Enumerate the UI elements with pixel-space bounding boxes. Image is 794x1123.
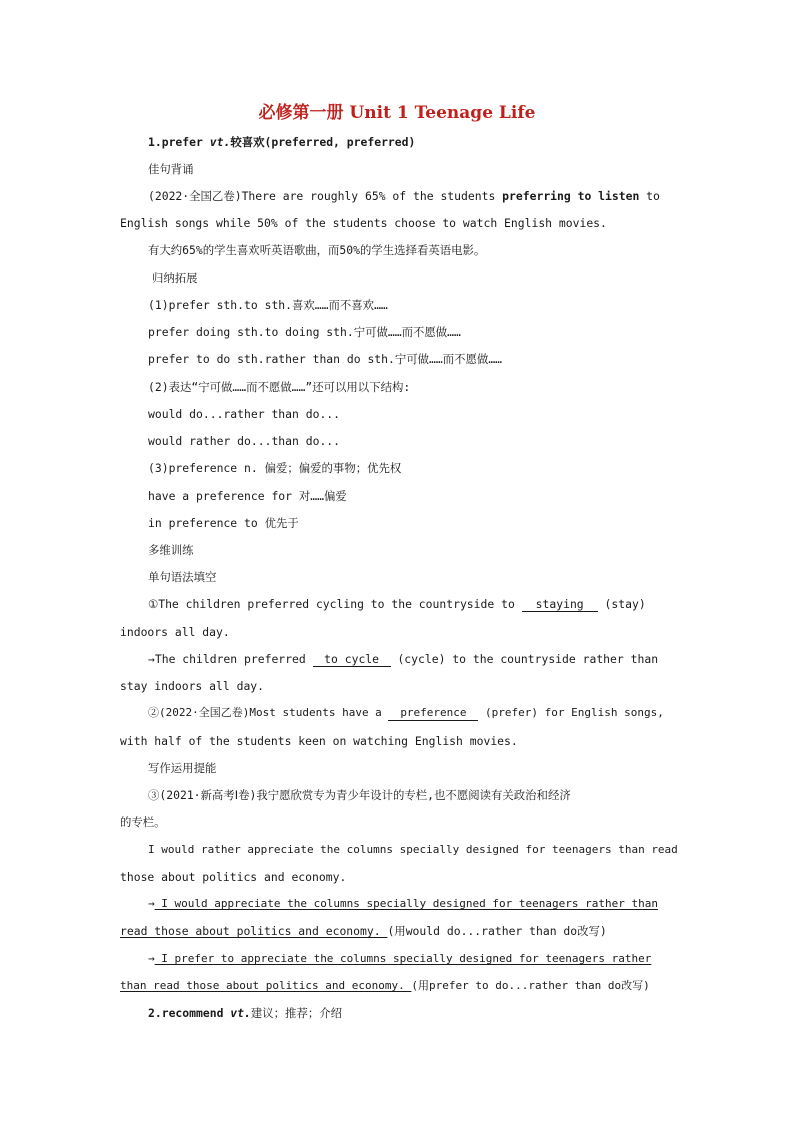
example-highlight: preferring to listen — [502, 189, 640, 203]
answer-blank: to cycle — [313, 652, 391, 667]
page-title: 必修第一册 Unit 1 Teenage Life — [258, 103, 536, 123]
summary-item: have a preference for 对……偏爱 — [148, 489, 347, 503]
question-hint: (prefer) for English songs, — [478, 706, 664, 719]
summary-item: in preference to 优先于 — [148, 516, 299, 530]
question-1-line-1 — [148, 596, 676, 612]
question-1b-line-2: stay indoors all day. — [120, 679, 265, 693]
answer-2-line-1 — [148, 951, 676, 967]
question-3-prompt-2: 的专栏。 — [120, 815, 166, 829]
summary-item: prefer to do sth.rather than do sth.宁可做……而不愿做…… — [148, 352, 503, 366]
question-3-sentence-2: those about politics and economy. — [120, 870, 347, 884]
summary-item: (1)prefer sth.to sth.喜欢……而不喜欢…… — [148, 298, 388, 312]
summary-item: (3)preference n. 偏爱；偏爱的事物；优先权 — [148, 461, 402, 475]
entry-meaning: 建议；推荐；介绍 — [250, 1006, 343, 1020]
entry-word: 1.prefer — [148, 135, 203, 149]
example-line-2: English songs while 50% of the students choose to watch English movies. — [120, 216, 607, 230]
entry-meaning: 较喜欢(preferred, preferred) — [230, 135, 416, 149]
answer-blank: staying — [522, 597, 598, 612]
arrow-icon: → — [148, 897, 155, 910]
entry-pos: vt. — [209, 135, 231, 149]
label-practice: 多维训练 — [148, 543, 194, 557]
answer-text: read those about politics and economy. — [120, 924, 388, 938]
label-writing: 写作运用提能 — [148, 761, 217, 775]
question-hint: (cycle) to the countryside rather than — [390, 652, 659, 666]
answer-text: I prefer to appreciate the columns specially designed for teenagers rather — [154, 952, 652, 965]
example-text: (2022·全国乙卷)There are roughly 65% of the students — [148, 189, 503, 203]
arrow-icon: → — [148, 952, 155, 965]
question-text: ②(2022·全国乙卷)Most students have a — [148, 706, 389, 719]
entry-word: 2.recommend — [148, 1006, 224, 1020]
label-summary: 归纳拓展 — [152, 271, 198, 285]
question-2-line-2: with half of the students keen on watching English movies. — [120, 734, 518, 748]
answer-2-line-2 — [120, 978, 676, 994]
answer-1-line-1 — [148, 896, 676, 912]
question-text: →The children preferred — [148, 652, 313, 666]
example-text-end: to — [639, 189, 660, 203]
entry-heading-prefer — [148, 134, 676, 150]
entry-heading-recommend — [148, 1005, 676, 1021]
question-3-sentence-1: I would rather appreciate the columns specially designed for teenagers than read — [148, 843, 678, 856]
question-hint: (stay) — [597, 597, 646, 611]
summary-item: would rather do...than do... — [148, 434, 341, 448]
answer-text: than read those about politics and economy. — [120, 979, 412, 992]
question-1b-line-1 — [148, 651, 676, 667]
answer-note: (用would do...rather than do改写) — [387, 924, 607, 938]
example-translation: 有大约65%的学生喜欢听英语歌曲，而50%的学生选择看英语电影。 — [148, 243, 486, 257]
answer-blank: preference — [388, 706, 478, 721]
summary-item: prefer doing sth.to doing sth.宁可做……而不愿做…… — [148, 325, 461, 339]
summary-item: (2)表达“宁可做……而不愿做……”还可以用以下结构: — [148, 380, 411, 394]
answer-text: I would appreciate the columns specially designed for teenagers rather than — [154, 897, 658, 910]
answer-1-line-2 — [120, 923, 676, 939]
question-3-prompt-1: ③(2021·新高考Ⅰ卷)我宁愿欣赏专为青少年设计的专栏,也不愿阅读有关政治和经济 — [148, 788, 571, 802]
question-2-line-1 — [148, 705, 676, 721]
example-line-1 — [148, 188, 676, 204]
label-sentence: 佳句背诵 — [148, 162, 194, 176]
question-text: ①The children preferred cycling to the countryside to — [148, 597, 522, 611]
label-grammar: 单句语法填空 — [148, 570, 217, 584]
answer-note: (用prefer to do...rather than do改写) — [411, 979, 650, 992]
entry-pos: vt. — [230, 1006, 251, 1020]
summary-item: would do...rather than do... — [148, 407, 341, 421]
question-1-line-2: indoors all day. — [120, 625, 230, 639]
